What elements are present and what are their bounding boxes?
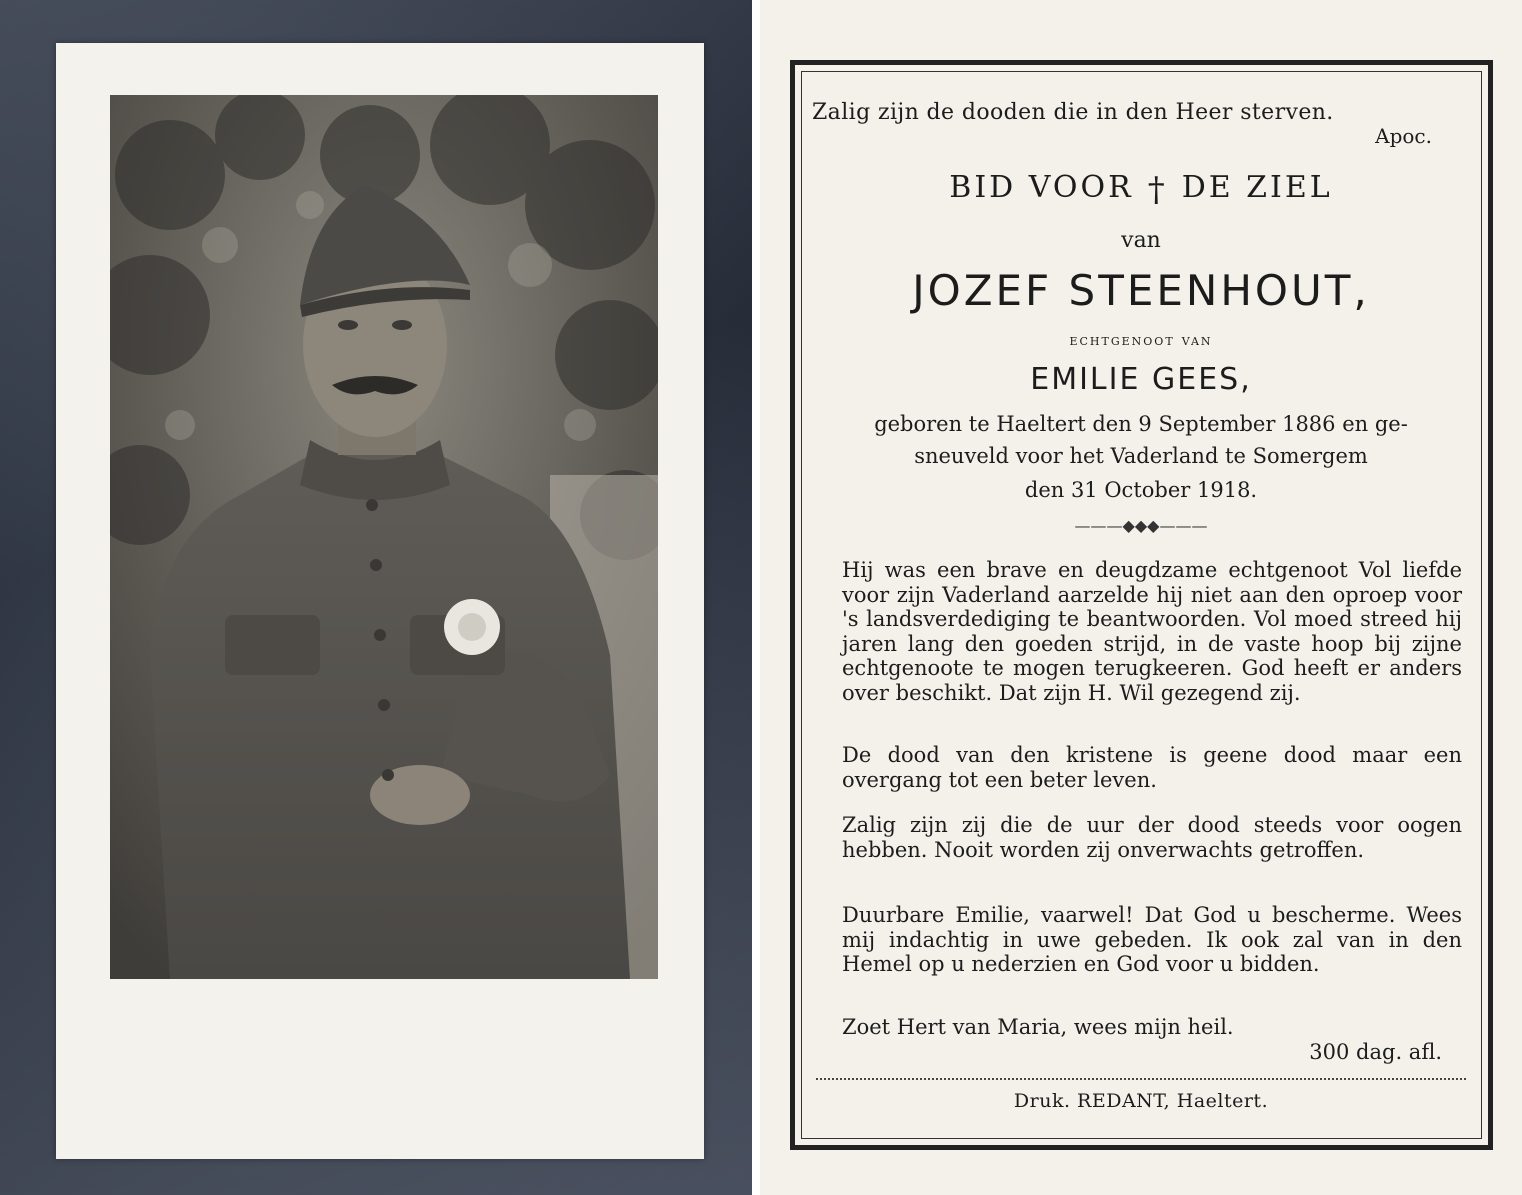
ornament-divider: ———◆◆◆———: [1074, 516, 1208, 535]
prayer-heading: [760, 170, 1522, 210]
quote-reference: Apoc.: [1375, 124, 1432, 148]
prayer-heading-right: DE ZIEL: [1181, 170, 1333, 205]
memorial-card: [760, 0, 1522, 1195]
indulgence-note: 300 dag. afl.: [1309, 1040, 1442, 1064]
closing-prayer: Zoet Hert van Maria, wees mijn heil.: [842, 1015, 1234, 1039]
paragraph-death: [842, 743, 1462, 792]
prayer-heading-left: BID VOOR: [949, 170, 1134, 205]
birth-line-1: geboren te Haeltert den 9 September 1886 en ge-: [874, 412, 1408, 436]
opening-quote: Zalig zijn de dooden die in den Heer sterven.: [812, 100, 1334, 125]
deceased-name: JOZEF STEENHOUT,: [912, 266, 1370, 315]
portrait-illustration: [110, 95, 658, 979]
van-label: van: [1121, 228, 1161, 253]
spouse-label: echtgenoot van: [1069, 330, 1213, 349]
cross-icon: †: [1147, 170, 1168, 210]
birth-line-3: den 31 October 1918.: [1024, 478, 1258, 502]
photo-card: [0, 0, 752, 1195]
paragraph-eulogy-text: Hij was een brave en deugdzame echtgenoot Vol liefde voor zijn Vaderland aarzelde hij niet aan den oproep voor 's landsverdediging te beantwoorden. Vol moed streed hij jaren lang den goeden strijd, in de vaste hoop bij zijne echtgenoote te mogen terugkeeren. God heeft er anders over beschikt. Dat zijn H. Wil gezegend zij.: [842, 558, 1462, 705]
soldier-portrait-photo: [110, 95, 658, 979]
spouse-name: EMILIE GEES,: [1030, 362, 1252, 397]
photo-mount: [56, 43, 704, 1159]
paragraph-death-text: De dood van den kristene is geene dood maar een overgang tot een beter leven.: [842, 743, 1462, 792]
paragraph-blessed-text: Zalig zijn zij die de uur der dood steeds voor oogen hebben. Nooit worden zij onverwachts getroffen.: [842, 813, 1462, 862]
printer-credit: Druk. REDANT, Haeltert.: [1013, 1090, 1269, 1112]
paragraph-blessed: [842, 813, 1462, 862]
paragraph-eulogy: [842, 558, 1462, 705]
dotted-divider: [816, 1078, 1466, 1080]
birth-line-2: sneuveld voor het Vaderland te Somergem: [914, 444, 1368, 468]
paragraph-farewell: [842, 903, 1462, 977]
paragraph-farewell-text: Duurbare Emilie, vaarwel! Dat God u bescherme. Wees mij indachtig in uwe gebeden. Ik ook zal van in den Hemel op u nederzien en God voor u bidden.: [842, 903, 1462, 976]
